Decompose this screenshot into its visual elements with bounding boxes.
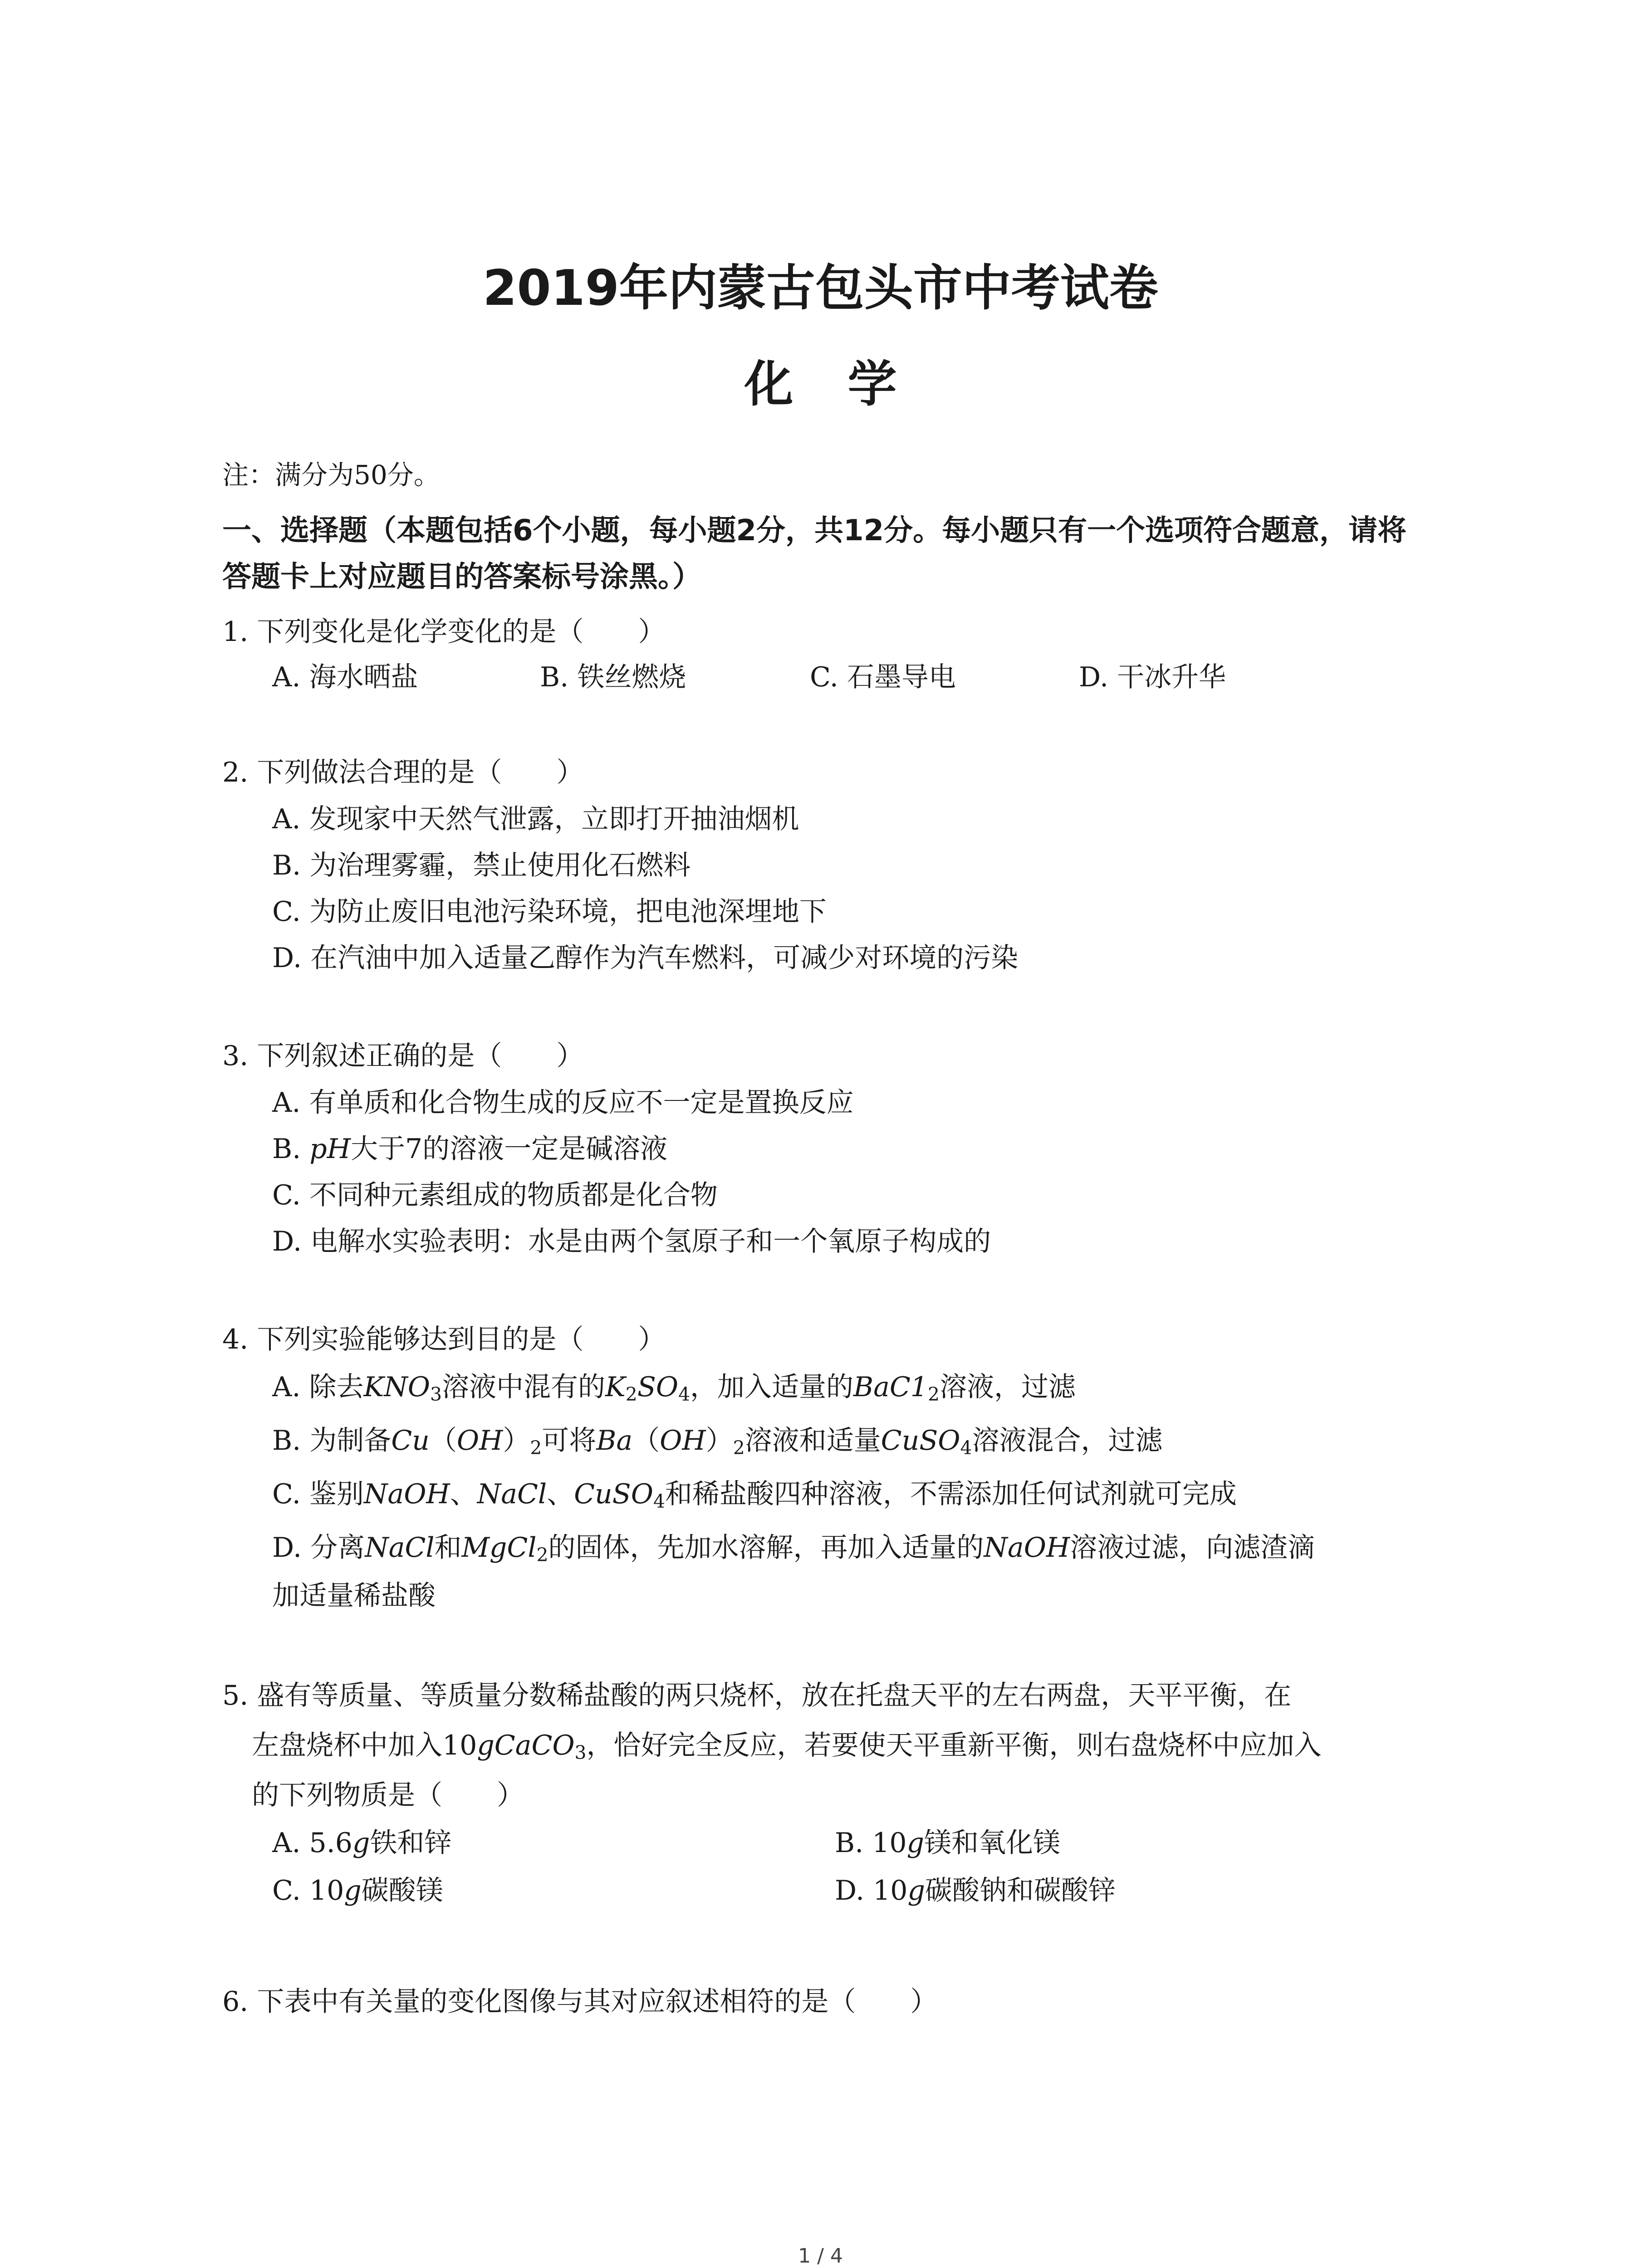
question-2-option-c: C. 为防止废旧电池污染环境，把电池深埋地下 — [272, 896, 827, 928]
question-4-option-a: A. 除去$KNO_3$溶液中混有的$K_2SO_4$，加入适量的$BaC1_2$溶液，过滤 — [272, 1371, 1076, 1406]
question-4-option-b: B. 为制备$Cu(OH)_2$可将$Ba(OH)_2$溶液和适量CuSO$_4$溶液混合，过滤 — [272, 1425, 1163, 1459]
question-4-option-d: D. 分离NaCl和MgCl$_2$的固体，先加水溶解，再加入适量的NaOH溶液过滤，向滤渣滴 — [272, 1532, 1315, 1566]
question-4-option-c: C. 鉴别NaOH、NaCl、CuSO$_4$和稀盐酸四种溶液，不需添加任何试剂就可完成 — [272, 1478, 1237, 1513]
question-5-stem-line-2: 左盘烧杯中加入10gCaCO$_3$，恰好完全反应，若要使天平重新平衡，则右盘烧杯中应加入 — [252, 1730, 1322, 1764]
question-5-stem-line-3: 的下列物质是（ ） — [252, 1779, 524, 1811]
question-4-stem: 4. 下列实验能够达到目的是（ ） — [222, 1324, 666, 1355]
exam-title: 2019年内蒙古包头市中考试卷 — [483, 260, 1158, 317]
question-2-stem: 2. 下列做法合理的是（ ） — [222, 757, 584, 788]
question-2-option-b: B. 为治理雾霾，禁止使用化石燃料 — [272, 850, 691, 881]
page-number: 1 / 4 — [798, 2244, 843, 2268]
section-heading-line-1: 一、选择题（本题包括6个小题，每小题2分，共12分。每小题只有一个选项符合题意，请将 — [222, 514, 1407, 547]
question-5-option-b: B. 10g镁和氧化镁 — [835, 1827, 1061, 1859]
question-2-option-d: D. 在汽油中加入适量乙醇作为汽车燃料，可减少对环境的污染 — [272, 942, 1019, 974]
question-5-option-c: C. 10g碳酸镁 — [272, 1875, 443, 1906]
question-1-option-b: B. 铁丝燃烧 — [540, 661, 686, 693]
question-1-option-d: D. 干冰升华 — [1079, 661, 1226, 693]
question-5-stem-line-1: 5. 盛有等质量、等质量分数稀盐酸的两只烧杯，放在托盘天平的左右两盘，天平平衡，在 — [222, 1680, 1292, 1711]
question-3-option-b: B. pH大于7的溶液一定是碱溶液 — [272, 1133, 668, 1165]
subject-title: 化学 — [744, 356, 951, 413]
question-4-option-d-continued: 加适量稀盐酸 — [272, 1580, 436, 1612]
question-2-option-a: A. 发现家中天然气泄露，立即打开抽油烟机 — [272, 803, 799, 835]
question-3-option-d: D. 电解水实验表明：水是由两个氢原子和一个氧原子构成的 — [272, 1226, 991, 1257]
question-3-option-c: C. 不同种元素组成的物质都是化合物 — [272, 1179, 718, 1211]
section-heading-line-2: 答题卡上对应题目的答案标号涂黑。） — [222, 560, 701, 594]
question-1-stem: 1. 下列变化是化学变化的是（ ） — [222, 616, 666, 648]
question-1-option-c: C. 石墨导电 — [810, 661, 956, 693]
question-5-option-d: D. 10g碳酸钠和碳酸锌 — [835, 1875, 1116, 1906]
question-3-option-a: A. 有单质和化合物生成的反应不一定是置换反应 — [272, 1087, 854, 1119]
question-3-stem: 3. 下列叙述正确的是（ ） — [222, 1040, 584, 1072]
question-1-option-a: A. 海水晒盐 — [272, 661, 418, 693]
score-note: 注：满分为50分。 — [222, 459, 440, 490]
question-5-option-a: A. 5.6g铁和锌 — [272, 1827, 452, 1859]
question-6-stem: 6. 下表中有关量的变化图像与其对应叙述相符的是（ ） — [222, 1986, 938, 2018]
